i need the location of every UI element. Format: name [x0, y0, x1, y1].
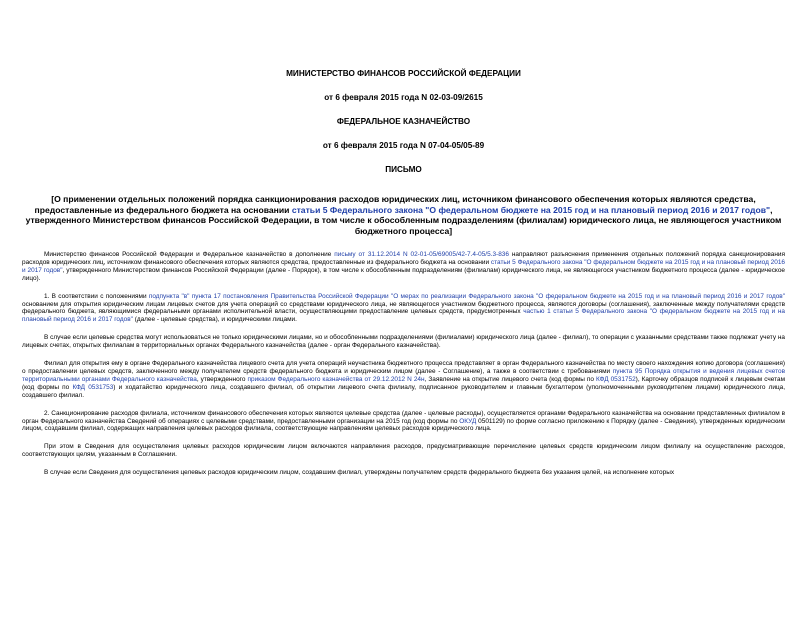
- paragraph-text: 0501129) по форме согласно приложению к Порядку (далее - Сведения), утвержденных юридическим лицом, создавшим филиал, содержащих направления целевых расходов филиала, соответствующие направлениям целевых расходов юридического лица.: [22, 417, 785, 433]
- paragraph-directions: При этом в Сведения для осуществления целевых расходов юридическим лицом включаются направления расходов, предусматривающие перечисление целевых средств юридическим лицом филиалу на осуществление расходов, соответствующих целям, указанным в Соглашении.: [22, 443, 785, 459]
- kfd-link-1[interactable]: КФД 0531752: [596, 375, 636, 383]
- letter-link[interactable]: письму от 31.12.2014 N 02-01-05/69005/42-7.4-05/5.3-836: [334, 251, 509, 258]
- law-article-link[interactable]: статьи 5 Федерального закона "О федеральном бюджете на 2015 год и на плановый период 2016 и 2017 годов": [22, 258, 785, 274]
- paragraph-intro: [22, 251, 785, 283]
- paragraph-text: , Заявление на открытие лицевого счета (код формы по: [424, 375, 596, 383]
- law-part-link[interactable]: частью 1 статьи 5 Федерального закона "О федеральном бюджете на 2015 год и на плановый период 2016 и 2017 годов": [22, 308, 785, 324]
- paragraph-text: , утвержденного: [196, 375, 248, 383]
- title-text-1: [О применении отдельных положений порядка санкционирования расходов юридических лиц, источником финансового обеспечения которых являются средства, предоставленные из федерального бюджета на основании: [34, 194, 756, 215]
- ministry-date: от 6 февраля 2015 года N 02-03-09/2615: [324, 93, 483, 102]
- paragraph-text: ), Карточку образцов подписей к лицевым счетам (код формы по: [22, 375, 785, 391]
- paragraph-text: основанием для открытия юридическим лицам лицевых счетов для учета операций со средствами юридического лица, не являющегося участником бюджетного процесса, являются договоры (соглашения), заключенные между получателями средств федерального бюджета, являющимися федеральными органами исполнительной власти, осуществляющими предоставление целевых средств, предусмотренных: [22, 300, 785, 316]
- paragraph-text: ) и ходатайство юридического лица, создавшего филиал, об открытии лицевого счета филиалу, подписанное руководителем и главным бухгалтером (уполномоченными руководителем лицами) юридического лица, создавшего филиал.: [22, 383, 786, 399]
- paragraph-text: Министерство финансов Российской Федерации и Федеральное казначейство в дополнение: [44, 251, 335, 258]
- procedure-link[interactable]: пункта 95 Порядка открытия и ведения лицевых счетов территориальными органами Федерального казначейства: [22, 367, 786, 383]
- document-title: [22, 194, 785, 236]
- ministry-heading: МИНИСТЕРСТВО ФИНАНСОВ РОССИЙСКОЙ ФЕДЕРАЦИИ: [286, 69, 521, 78]
- paragraph-2: [22, 410, 785, 434]
- document-type: ПИСЬМО: [385, 165, 422, 174]
- paragraph-1: [22, 293, 785, 325]
- treasury-date: от 6 февраля 2015 года N 07-04-05/05-89: [322, 141, 485, 150]
- title-law-link[interactable]: статьи 5 Федерального закона "О федеральном бюджете на 2015 год и на плановый период 2016 и 2017 годов": [291, 204, 771, 215]
- document-page: [0, 69, 807, 640]
- paragraph-account: [22, 360, 785, 400]
- paragraph-branch: В случае если целевые средства могут использоваться не только юридическими лицами, но и обособленными подразделениями (филиалами) юридического лица (далее - филиал), то операции с указанными средствами также подлежат учету на лицевых счетах, открытых филиалам в территориальных органах Федерального казначейства (далее - орган Федерального казначейства).: [22, 334, 785, 350]
- paragraph-text: Филиал для открытия ему в органе Федерального казначейства лицевого счета для учета операций неучастника бюджетного процесса представляет в орган Федерального казначейства по месту своего нахождения копию договора (соглашения) о предоставлении целевых средств, заключенного между получателем средств федерального бюджета и юридическим лицом (далее - Соглашение), а также в соответствии с требованиями: [22, 360, 785, 375]
- treasury-heading: ФЕДЕРАЛЬНОЕ КАЗНАЧЕЙСТВО: [336, 117, 471, 126]
- okud-link[interactable]: ОКУД: [459, 417, 477, 425]
- paragraph-last: В случае если Сведения для осуществления целевых расходов юридическим лицом, создавшим филиал, утверждены получателем средств федерального бюджета без указания целей, на исполнение которых: [44, 469, 675, 477]
- resolution-link[interactable]: подпункта "в" пункта 17 постановления Правительства Российской Федерации "О мерах по реализации Федерального закона "О федеральном бюджете на 2015 год и на плановый период 2016 и 2017 годов": [148, 292, 786, 300]
- paragraph-text: 2. Санкционирование расходов филиала, источником финансового обеспечения которых являются целевые средства (далее - целевые расходы), осуществляется органами Федерального казначейства на основании представленных филиалом в орган Федерального казначейства Сведений об операциях с целевыми средствами, предоставленными организации на 2015 год (код формы по: [22, 409, 785, 425]
- paragraph-text: , утвержденного Министерством финансов Российской Федерации (далее - Порядок), в том числе к обособленным подразделениям (филиалам) юридического лица, не являющегося участником бюджетного процесса (далее - юридическое лицо).: [22, 266, 785, 282]
- kfd-link-2[interactable]: КФД 0531753: [72, 383, 114, 391]
- order-link[interactable]: приказом Федерального казначейства от 29.12.2012 N 24н: [247, 375, 425, 383]
- paragraph-text: направляют разъяснения применения отдельных положений порядка санкционирования расходов юридических лиц, источником финансового обеспечения которых являются средства, предоставленные из федерального бюджета на основании: [22, 251, 785, 266]
- paragraph-text: 1. В соответствии с положениями: [44, 292, 149, 300]
- paragraph-text: (далее - целевые средства), и юридическими лицами.: [132, 316, 297, 324]
- title-text-2: , утвержденного Министерством финансов Российской Федерации, в том числе к обособленным подразделениям (филиалам) юридического лица, не являющегося участником бюджетного процесса]: [25, 204, 782, 236]
